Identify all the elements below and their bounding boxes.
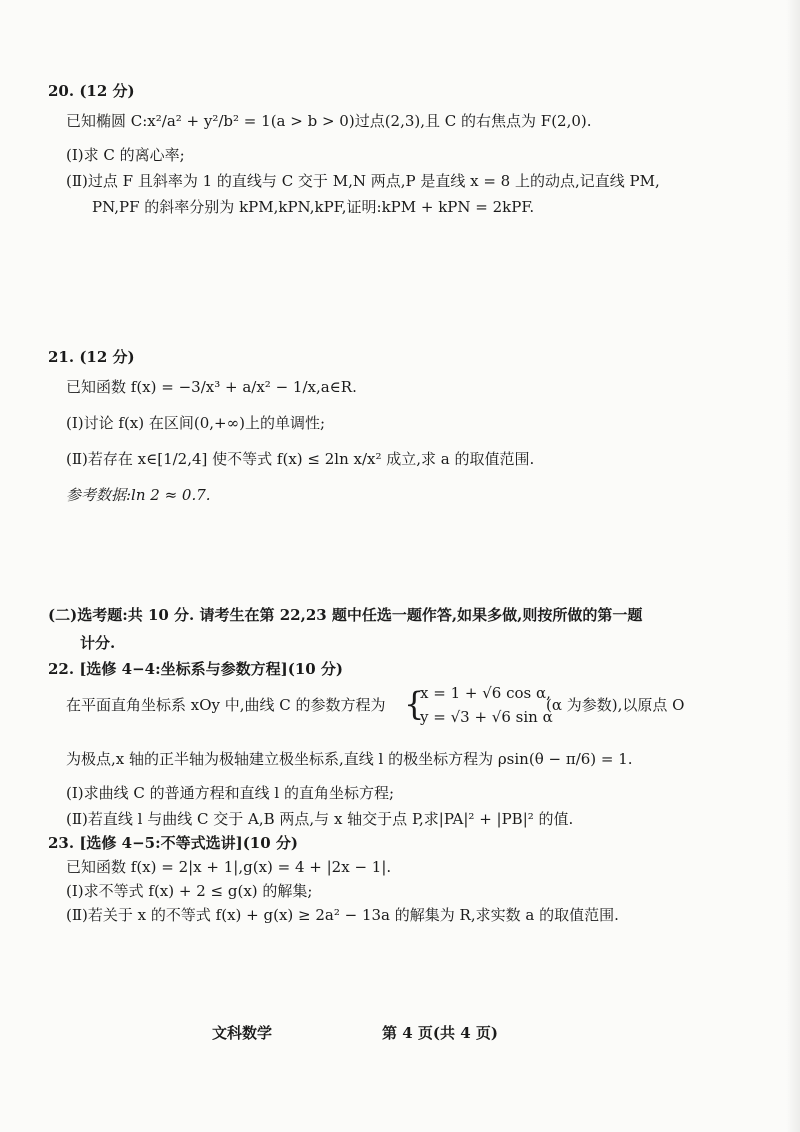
q21-part1: (Ⅰ)讨论 f(x) 在区间(0,+∞)上的单调性; xyxy=(66,414,326,432)
q20-header: 20. (12 分) xyxy=(48,82,135,100)
section2-line2: 计分. xyxy=(80,634,116,652)
q22-stem-a: 在平面直角坐标系 xOy 中,曲线 C 的参数方程为 xyxy=(66,696,386,714)
q22-param-y: y = √3 + √6 sin α xyxy=(420,708,553,726)
q22-part1: (Ⅰ)求曲线 C 的普通方程和直线 l 的直角坐标方程; xyxy=(66,784,395,802)
q21-stem: 已知函数 f(x) = −3/x³ + a/x² − 1/x,a∈R. xyxy=(66,378,357,396)
footer-page-number: 第 4 页(共 4 页) xyxy=(382,1024,498,1042)
q21-header: 21. (12 分) xyxy=(48,348,135,366)
scan-edge-shadow xyxy=(786,0,800,1132)
q22-part2: (Ⅱ)若直线 l 与曲线 C 交于 A,B 两点,与 x 轴交于点 P,求|PA|² + |PB|² 的值. xyxy=(66,810,574,828)
q23-stem: 已知函数 f(x) = 2|x + 1|,g(x) = 4 + |2x − 1|. xyxy=(66,858,392,876)
q23-part2: (Ⅱ)若关于 x 的不等式 f(x) + g(x) ≥ 2a² − 13a 的解集为 R,求实数 a 的取值范围. xyxy=(66,906,619,924)
q22-stem-b: (α 为参数),以原点 O xyxy=(546,696,685,714)
q22-header: 22. [选修 4−4:坐标系与参数方程](10 分) xyxy=(48,660,344,678)
q22-stem-c: 为极点,x 轴的正半轴为极轴建立极坐标系,直线 l 的极坐标方程为 ρsin(θ − π/6) = 1. xyxy=(66,750,633,768)
footer-subject: 文科数学 xyxy=(212,1024,273,1042)
section2-line1: (二)选考题:共 10 分. 请考生在第 22,23 题中任选一题作答,如果多做,则按所做的第一题 xyxy=(48,606,643,624)
q23-header: 23. [选修 4−5:不等式选讲](10 分) xyxy=(48,834,299,852)
q22-param-x: x = 1 + √6 cos α, xyxy=(420,684,551,702)
q20-part2-line2: PN,PF 的斜率分别为 kPM,kPN,kPF,证明:kPM + kPN = 2kPF. xyxy=(92,198,535,216)
q23-part1: (Ⅰ)求不等式 f(x) + 2 ≤ g(x) 的解集; xyxy=(66,882,313,900)
q21-reference-data: 参考数据:ln 2 ≈ 0.7. xyxy=(66,486,211,504)
q20-part2-line1: (Ⅱ)过点 F 且斜率为 1 的直线与 C 交于 M,N 两点,P 是直线 x = 8 上的动点,记直线 PM, xyxy=(66,172,660,190)
q20-part1: (Ⅰ)求 C 的离心率; xyxy=(66,146,185,164)
q20-stem: 已知椭圆 C:x²/a² + y²/b² = 1(a > b > 0)过点(2,3),且 C 的右焦点为 F(2,0). xyxy=(66,112,592,130)
q22-brace: { xyxy=(404,685,425,723)
q21-part2: (Ⅱ)若存在 x∈[1/2,4] 使不等式 f(x) ≤ 2ln x/x² 成立,求 a 的取值范围. xyxy=(66,450,535,468)
